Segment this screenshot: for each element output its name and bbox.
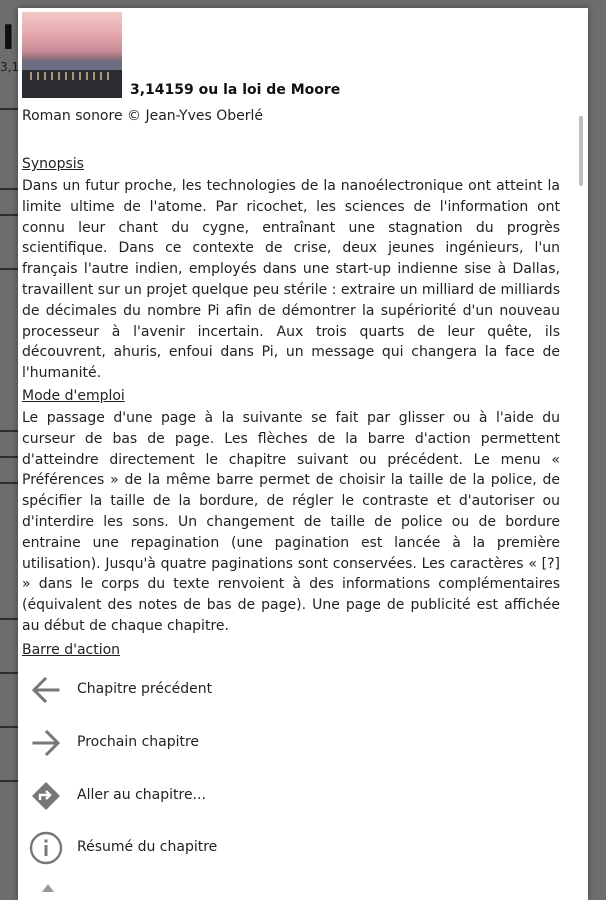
info-circle-icon [28,830,64,866]
action-item-previous-chapter[interactable] [22,670,562,710]
action-bar-heading: Barre d'action [22,642,121,658]
scrollbar[interactable] [579,116,583,186]
action-item-chapter-summary[interactable] [22,828,562,868]
settings-icon-partial [30,882,66,900]
action-item-goto-chapter[interactable] [22,776,562,816]
arrow-right-icon [28,725,64,761]
action-label: Chapitre précédent [77,681,213,697]
cover-sea [22,60,122,70]
book-title: 3,14159 ou la loi de Moore [130,82,341,98]
info-dialog [18,8,588,900]
synopsis-heading: Synopsis [22,156,84,172]
synopsis-text: Dans un futur proche, les technologies de la nanoélectronique ont atteint la limite ultime de l'atome. Par ricochet, les sciences de l'information ont connu leur chant du cygne, entraînant une stagnation du progrès scientifique. Dans ce contexte de crise, deux jeunes ingénieurs, l'un français l'autre indien, employés dans une start-up indienne sise à Dallas, travaillent sur un projet quelque peu stérile : extraire un milliard de milliards de décimales du nombre Pi afin de démontrer la supériorité d'un nouveau processeur à l'avenir incertain. Aux trois quarts de leur quête, ils découvrent, ahuris, enfoui dans Pi, un message qui changera la face de l'humanité. [22,178,560,382]
action-label: Aller au chapitre... [77,787,206,803]
cover-city-lights [30,72,114,80]
mode-emploi-text: Le passage d'une page à la suivante se fait par glisser ou à l'aide du curseur de bas de page. Les flèches de la barre d'action permettent d'atteindre directement le chapitre suivant ou précédent. Le menu « Préférences » de la même barre permet de choisir la taille de la police, de spécifier la taille de la bordure, de régler le contraste et d'autoriser ou d'interdire les sons. Un changement de taille de police ou de bordure entraine une repagination (une pagination est lancée à la première utilisation). Jusqu'à quatre paginations sont conservées. Les caractères « [?] » dans le corps du texte renvoient à des informations complémentaires (équivalent des notes de bas de page). Une page de publicité est affichée au début de chaque chapitre. [22,410,560,634]
action-item-next-chapter[interactable] [22,723,562,763]
book-cover-thumbnail [22,12,122,98]
goto-diamond-icon [28,778,64,814]
mode-emploi-heading: Mode d'emploi [22,388,125,404]
arrow-left-icon [28,672,64,708]
action-label: Résumé du chapitre [77,839,218,855]
action-label: Prochain chapitre [77,734,200,750]
copyright-line: Roman sonore © Jean-Yves Oberlé [22,108,264,124]
